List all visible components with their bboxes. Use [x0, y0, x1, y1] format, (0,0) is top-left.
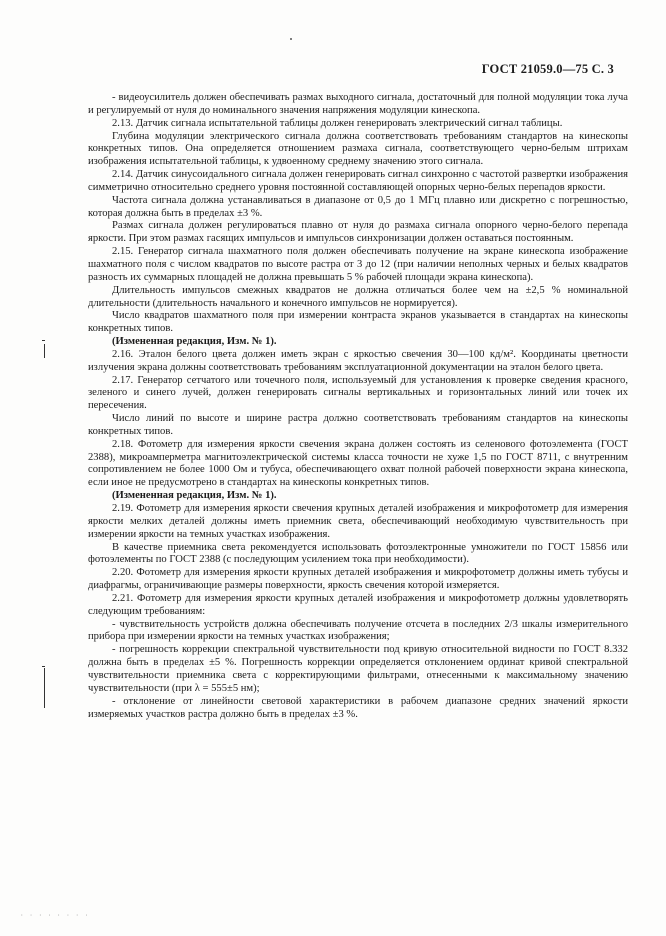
margin-tick-lower	[42, 666, 45, 667]
paragraph: Частота сигнала должна устанавливаться в диапазоне от 0,5 до 1 МГц плавно или дискретно с погрешностью, которая должна быть в пределах ±3 %.	[88, 194, 628, 219]
amendment-note: (Измененная редакция, Изм. № 1).	[112, 336, 277, 348]
paragraph: 2.15. Генератор сигнала шахматного поля должен обеспечивать получение на экране кинескопа изображение шахматного поля с числом квадратов по высоте растра от 3 до 12 (при наличии неполных черных и белых квадратов разность их суммарных площадей не должна превышать 5 % рабочей площади экрана кинескопа).	[88, 246, 628, 283]
paragraph: - видеоусилитель должен обеспечивать размах выходного сигнала, достаточный для полной модуляции тока луча и регулируемый от нуля до номинального значения напряжения модуляции кинескопа.	[88, 92, 628, 116]
paragraph: 2.20. Фотометр для измерения яркости крупных деталей изображения и микрофотометр должны иметь тубусы и диафрагмы, ограничивающие размеры поверхности, яркость свечения которой измеряется.	[88, 567, 628, 592]
document-body	[88, 92, 628, 721]
paragraph: В качестве приемника света рекомендуется использовать фотоэлектронные умножители по ГОСТ 15856 или фотоэлементы по ГОСТ 2388 (с последующим усилением тока при необходимости).	[88, 541, 628, 566]
amendment-note: (Измененная редакция, Изм. № 1).	[112, 490, 277, 502]
margin-tick-upper	[42, 340, 45, 341]
paragraph: - чувствительность устройств должна обеспечивать получение отсчета в последних 2/3 шкалы измерительного прибора при измерении яркости на темных участках изображения;	[88, 618, 628, 643]
paragraph: 2.18. Фотометр для измерения яркости свечения экрана должен состоять из селенового фотоэлемента (ГОСТ 2388), микроамперметра магнитоэлектрической системы класса точности не хуже 1,5 по ГОСТ 8711, с внутренним сопротивлением не более 1000 Ом и тубуса, обеспечивающего охват полной рабочей поверхности экрана кинескопа, если иное не предусмотрено в стандартах на кинескопы конкретных типов.	[88, 438, 628, 489]
paragraph: 2.16. Эталон белого цвета должен иметь экран с яркостью свечения 30—100 кд/м². Координаты цветности излучения экрана должны соответствовать требованиям эксплуатационной документации на эталон белого цвета.	[88, 348, 628, 373]
scan-artifact: · · · · · · · ·	[20, 912, 90, 919]
margin-mark-lower	[44, 668, 45, 708]
paragraph: Длительность импульсов смежных квадратов не должна отличаться более чем на ±2,5 % номинальной длительности (длительность начального и конечного импульсов не нормируется).	[88, 284, 628, 309]
paragraph: 2.21. Фотометр для измерения яркости крупных деталей изображения и микрофотометр должны удовлетворять следующим требованиям:	[88, 592, 628, 617]
paragraph: 2.13. Датчик сигнала испытательной таблицы должен генерировать электрический сигнал таблицы.	[112, 117, 563, 129]
paragraph: - погрешность коррекции спектральной чувствительности под кривую относительной видности по ГОСТ 8.332 должна быть в пределах ±5 %. Погрешность коррекции определяется отклонением ординат кривой спектральной чувствительности приемника света с корректирующими фильтрами, отнесенными к максимальному значению чувствительности (при λ = 555±5 нм);	[88, 644, 628, 694]
scan-speck	[290, 38, 292, 40]
paragraph: 2.14. Датчик синусоидального сигнала должен генерировать сигнал синхронно с частотой развертки изображения симметрично относительно среднего уровня постоянной составляющей опорных черно-белых перепадов яркости.	[88, 169, 628, 193]
paragraph: Размах сигнала должен регулироваться плавно от нуля до размаха сигнала опорного черно-белого перепада яркости. При этом размах гасящих импульсов и импульсов синхронизации должен оставаться постоянным.	[88, 220, 628, 245]
paragraph: 2.17. Генератор сетчатого или точечного поля, используемый для установления к проверке сведения красного, зеленого и синего лучей, должен генерировать сигналы вертикальных и горизонтальных линий или точек их пересечения.	[88, 374, 628, 412]
paragraph: 2.19. Фотометр для измерения яркости свечения крупных деталей изображения и микрофотометр для измерения яркости мелких деталей должны иметь приемник света, обеспечивающий необходимую чувствительность при измерении яркости на темных участках изображения.	[88, 503, 628, 540]
paragraph: Глубина модуляции электрического сигнала должна соответствовать требованиям стандартов на кинескопы конкретных типов. Она определяется отношением размаха сигнала, соответствующего черно-белым штрихам изображения испытательной таблицы, к удвоенному среднему значению этого сигнала.	[88, 130, 628, 168]
page-header: ГОСТ 21059.0—75 С. 3	[481, 62, 614, 76]
paragraph: - отклонение от линейности световой характеристики в рабочем диапазоне средних значений яркости измеряемых участков растра должно быть в пределах ±3 %.	[88, 695, 628, 720]
paragraph: Число линий по высоте и ширине растра должно соответствовать требованиям стандартов на кинескопы конкретных типов.	[88, 413, 628, 437]
paragraph: Число квадратов шахматного поля при измерении контраста экранов указывается в стандартах на кинескопы конкретных типов.	[88, 310, 628, 335]
margin-mark-upper	[44, 344, 45, 358]
